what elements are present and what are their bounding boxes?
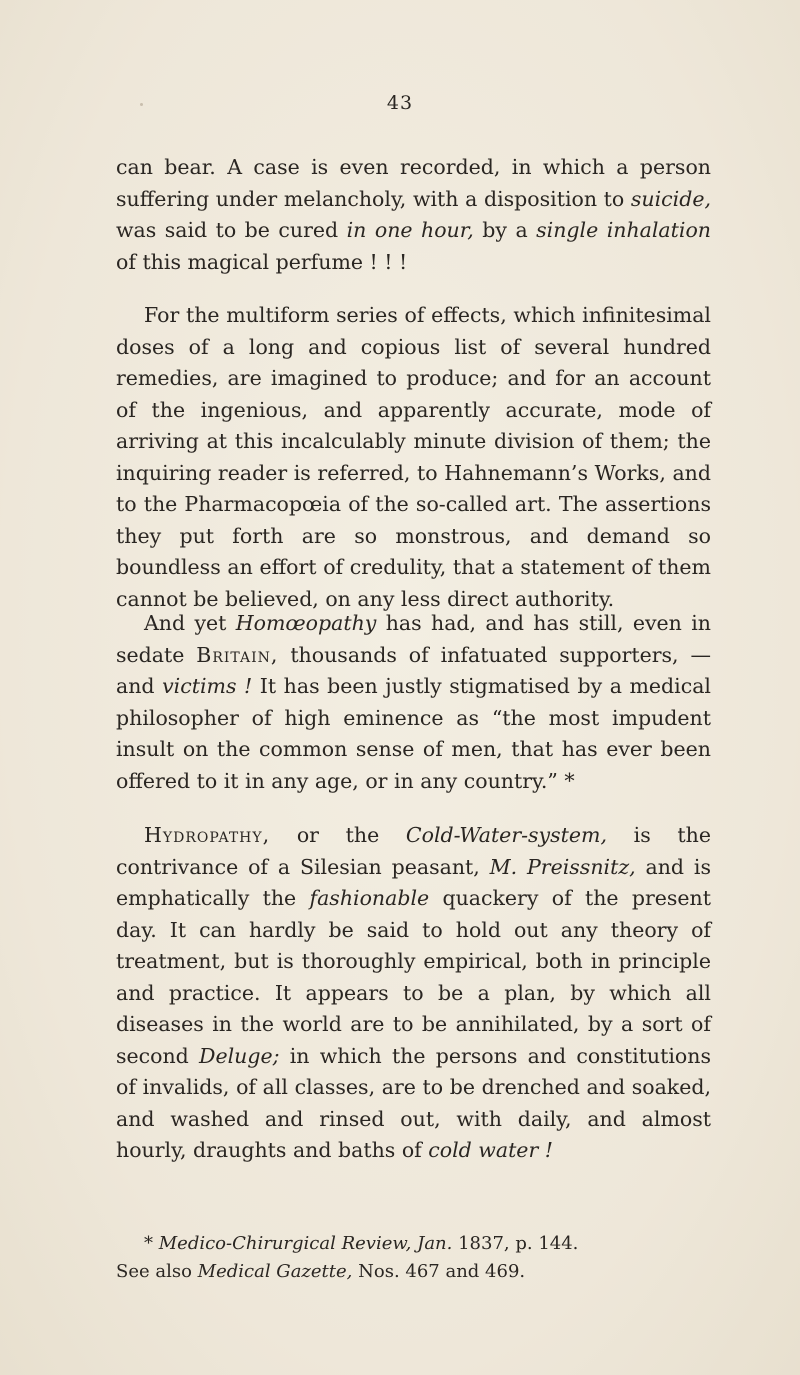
paragraph-multiform-effects	[116, 300, 711, 615]
footnote-line-2	[116, 1258, 711, 1286]
text-run: thousands of infatuated supporters, — and	[116, 642, 711, 698]
smallcaps-britain: Britain,	[196, 642, 279, 667]
text-run: in which the persons and constitutions of invalids, of all classes, are to be drenched and soaked, and washed and rinsed out, with daily, and almost hourly, draughts and baths of	[116, 1043, 711, 1162]
paragraph-text: For the multiform series of effects, which infinitesimal doses of a long and copious list of several hundred remedies, are imagined to produce; and for an account of the ingenious, and apparently accurate, mode of arriving at this incalculably minute division of them; the inquiring reader is referred, to Hahnemann’s Works, and to the Pharmacopœia of the so-called art. The assertions they put forth are so monstrous, and demand so boundless an effort of credulity, that a statement of them cannot be believed, on any less direct authority.	[116, 303, 711, 611]
emphasis-victims: victims !	[162, 674, 253, 698]
text-run: It has been justly stigmatised by a medical philosopher of high eminence as “the most impudent insult on the common sense of men, that has ever been offered to it in any age, or in any country.” *	[116, 674, 711, 793]
footnote-month: Jan.	[417, 1233, 453, 1254]
text-run: can bear. A case is even recorded, in which a person suffering under melancholy, with a disposition to	[116, 155, 711, 211]
emphasis-suicide: suicide,	[630, 186, 711, 211]
footnote-gazette: Medical Gazette,	[197, 1261, 353, 1282]
text-run: quackery of the present day. It can hardly be said to hold out any theory of treatment, but is thoroughly empirical, both in principle and practice. It appears to be a plan, by which all diseases in the world are to be annihilated, by a sort of second	[116, 886, 711, 1068]
emphasis-fashionable: fashionable	[309, 886, 430, 910]
paragraph-continuation	[116, 152, 711, 278]
emphasis-deluge: Deluge;	[199, 1043, 280, 1068]
text-run: has had, and has still, even in sedate	[116, 611, 711, 667]
footnote-marker: *	[144, 1233, 159, 1254]
text-run: by a	[473, 218, 537, 242]
emphasis-single-inhalation: single inhalation	[536, 218, 711, 242]
text-run: is the contrivance of a Silesian peasant,	[116, 823, 712, 879]
footnote-line-1	[116, 1230, 711, 1258]
emphasis-preissnitz: M. Preissnitz,	[489, 854, 636, 879]
emphasis-homoeopathy: Homœopathy	[235, 611, 377, 635]
footnote-journal: Medico-Chirurgical Review,	[158, 1233, 412, 1254]
text-run: 1837, p. 144.	[452, 1233, 579, 1254]
text-run: or the	[270, 823, 406, 847]
text-run: of this magical perfume ! ! !	[116, 249, 408, 274]
emphasis-cold-water: cold water !	[428, 1138, 553, 1162]
text-run: was said to be cured	[116, 218, 347, 242]
emphasis-one-hour: in one hour,	[346, 218, 474, 242]
paragraph-homoeopathy	[116, 608, 711, 797]
text-run: Nos. 467 and 469.	[352, 1261, 526, 1282]
page-number: 43	[386, 92, 414, 114]
paragraph-hydropathy	[116, 820, 711, 1167]
emphasis-cold-water-system: Cold-Water-system,	[405, 823, 607, 847]
text-run: And yet	[144, 611, 236, 635]
text-run: See also	[116, 1261, 198, 1282]
smallcaps-hydropathy: Hydropathy,	[144, 823, 271, 847]
footnote	[116, 1230, 711, 1286]
text-run: and is emphatically the	[116, 854, 711, 910]
